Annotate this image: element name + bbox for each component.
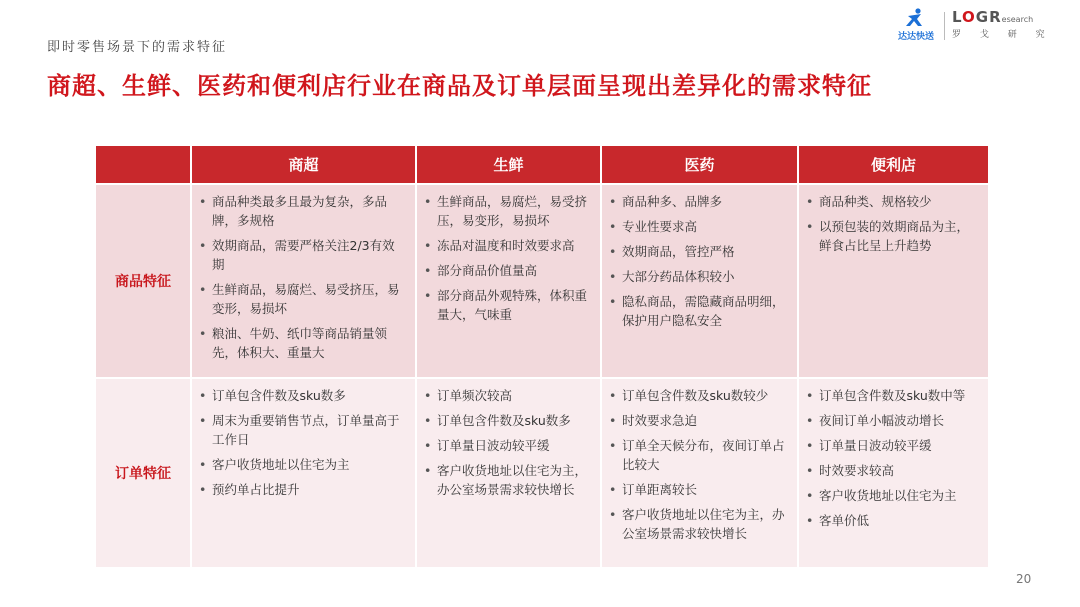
bullet-item: • 订单量日波动较平缓: [423, 436, 592, 455]
bullet-item: • 订单包含件数及sku数较少: [608, 386, 789, 405]
dada-logo-text: 达达快送: [897, 32, 934, 42]
bullet-item: • 订单包含件数及sku数多: [423, 411, 592, 430]
bullet-item: • 客户收货地址以住宅为主，办公室场景需求较快增长: [423, 461, 592, 499]
bullet-item: • 粮油、牛奶、纸巾等商品销量领先，体积大、重量大: [198, 324, 407, 362]
bullet-item: • 客户收货地址以住宅为主: [198, 455, 407, 474]
bullet-item: • 时效要求较高: [805, 461, 980, 480]
logr-letter-g: G: [975, 8, 990, 26]
logr-word-small: esearch: [1001, 15, 1034, 24]
bullet-item: • 周末为重要销售节点，订单量高于工作日: [198, 411, 407, 449]
table-cell: [417, 185, 600, 377]
row-label-order: 订单特征: [96, 379, 190, 567]
logr-letter-o: O: [962, 8, 976, 26]
table-cell: [799, 379, 988, 567]
bullet-item: • 部分商品外观特殊，体积重量大，气味重: [423, 286, 592, 324]
bullet-item: • 订单距离较长: [608, 480, 789, 499]
bullet-item: • 生鲜商品，易腐烂，易受挤压，易变形，易损坏: [423, 192, 592, 230]
comparison-table: [96, 146, 986, 563]
bullet-item: • 以预包装的效期商品为主，鲜食占比呈上升趋势: [805, 217, 980, 255]
bullet-item: • 订单频次较高: [423, 386, 592, 405]
table-header-convenience: 便利店: [799, 146, 988, 183]
bullet-item: • 时效要求急迫: [608, 411, 789, 430]
table-cell: [192, 379, 415, 567]
bullet-item: • 预约单占比提升: [198, 480, 407, 499]
logo-divider: [944, 12, 945, 40]
table-header-fresh: 生鲜: [417, 146, 600, 183]
bullet-item: • 客单价低: [805, 511, 980, 530]
bullet-item: • 隐私商品，需隐藏商品明细，保护用户隐私安全: [608, 292, 789, 330]
bullet-item: • 冻品对温度和时效要求高: [423, 236, 592, 255]
dada-logo: [893, 8, 939, 42]
bullet-item: • 专业性要求高: [608, 217, 789, 236]
bullet-item: • 订单包含件数及sku数中等: [805, 386, 980, 405]
bullet-item: • 订单量日波动较平缓: [805, 436, 980, 455]
page-number: 20: [1016, 572, 1032, 586]
bullet-item: • 商品种多、品牌多: [608, 192, 789, 211]
section-label: 即时零售场景下的需求特征: [47, 40, 228, 55]
row-label-product: 商品特征: [96, 185, 190, 377]
logr-logo-cn: 罗 戈 研 究: [952, 30, 1053, 40]
bullet-item: • 大部分药品体积较小: [608, 267, 789, 286]
table-cell: [192, 185, 415, 377]
dada-runner-icon: [905, 8, 927, 28]
bullet-item: • 商品种类、规格较少: [805, 192, 980, 211]
table-header-supermarket: 商超: [192, 146, 415, 183]
bullet-item: • 客户收货地址以住宅为主，办公室场景需求较快增长: [608, 505, 789, 543]
table-header-pharmacy: 医药: [602, 146, 797, 183]
logr-letter-l: L: [952, 8, 963, 26]
bullet-item: • 商品种类最多且最为复杂，多品牌，多规格: [198, 192, 407, 230]
table-cell: [799, 185, 988, 377]
bullet-item: • 夜间订单小幅波动增长: [805, 411, 980, 430]
bullet-item: • 效期商品，需要严格关注2/3有效期: [198, 236, 407, 274]
bullet-item: • 部分商品价值量高: [423, 261, 592, 280]
table-cell: [602, 185, 797, 377]
logr-logo: [952, 8, 1053, 40]
table-header-corner: [96, 146, 190, 183]
bullet-item: • 订单全天候分布，夜间订单占比较大: [608, 436, 789, 474]
logr-letter-r: R: [989, 8, 1002, 26]
table-cell: [602, 379, 797, 567]
bullet-item: • 生鲜商品，易腐烂、易受挤压，易变形，易损坏: [198, 280, 407, 318]
bullet-item: • 效期商品，管控严格: [608, 242, 789, 261]
bullet-item: • 客户收货地址以住宅为主: [805, 486, 980, 505]
page-title: 商超、生鲜、医药和便利店行业在商品及订单层面呈现出差异化的需求特征: [47, 72, 872, 100]
bullet-item: • 订单包含件数及sku数多: [198, 386, 407, 405]
logr-logo-word: [952, 8, 1042, 26]
table-cell: [417, 379, 600, 567]
